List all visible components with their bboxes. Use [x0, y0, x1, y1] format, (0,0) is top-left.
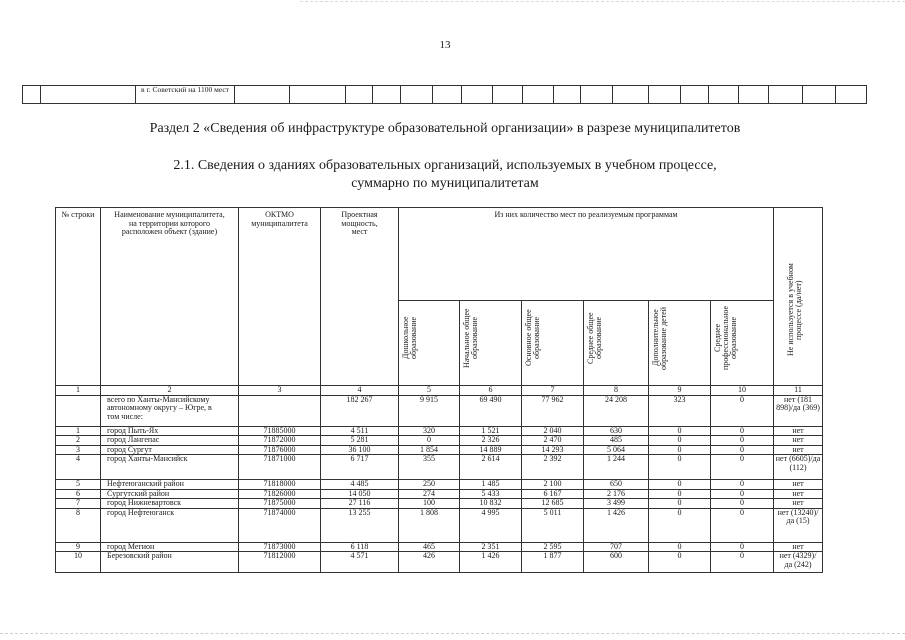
- column-number: 5: [399, 386, 460, 396]
- row-number-cell: 2: [56, 436, 101, 446]
- capacity-cell: 27 116: [321, 499, 399, 509]
- oktmo-cell: 71873000: [239, 542, 321, 552]
- prev-table-cell: [433, 86, 462, 104]
- column-number: 9: [649, 386, 711, 396]
- prev-table-cell: [462, 86, 493, 104]
- row-number-cell: 10: [56, 552, 101, 573]
- not-used-cell: нет (6605)/да (112): [774, 455, 823, 480]
- oktmo-cell: 71874000: [239, 508, 321, 542]
- header-basic-label: Основное общее образование: [524, 309, 541, 367]
- municipality-cell: город Нефтеюганск: [101, 508, 239, 542]
- column-number: 10: [711, 386, 774, 396]
- capacity-cell: 4 571: [321, 552, 399, 573]
- municipality-cell: всего по Ханты-Мансийскому автономному округу – Югре, в том числе:: [101, 395, 239, 426]
- preschool-cell: 250: [399, 480, 460, 490]
- oktmo-cell: 71876000: [239, 445, 321, 455]
- previous-table-row: [23, 86, 867, 104]
- capacity-cell: 13 255: [321, 508, 399, 542]
- header-oktmo: ОКТМО муниципалитета: [239, 208, 321, 386]
- preschool-cell: 0: [399, 436, 460, 446]
- basic-cell: 2 595: [522, 542, 584, 552]
- basic-cell: 2 470: [522, 436, 584, 446]
- additional-cell: 0: [649, 508, 711, 542]
- scan-artifact-line: [300, 1, 905, 2]
- subsection-title-line2: суммарно по муниципалитетам: [351, 176, 539, 191]
- oktmo-cell: 71875000: [239, 499, 321, 509]
- prev-table-cell: [649, 86, 681, 104]
- header-not-used: [774, 208, 823, 386]
- prev-table-cell: [739, 86, 769, 104]
- capacity-cell: 36 100: [321, 445, 399, 455]
- column-number: 4: [321, 386, 399, 396]
- table-row: [56, 542, 823, 552]
- section-title: Раздел 2 «Сведения об инфраструктуре образовательной организации» в разрезе муниципалитетов: [149, 121, 741, 136]
- preschool-cell: 355: [399, 455, 460, 480]
- basic-cell: 2 040: [522, 426, 584, 436]
- not-used-cell: нет: [774, 489, 823, 499]
- municipality-cell: Березовский район: [101, 552, 239, 573]
- municipality-cell: город Нижневартовск: [101, 499, 239, 509]
- municipality-cell: город Мегион: [101, 542, 239, 552]
- capacity-cell: 4 511: [321, 426, 399, 436]
- prev-table-cell: [235, 86, 290, 104]
- prev-table-cell: [803, 86, 836, 104]
- column-number: 8: [584, 386, 649, 396]
- additional-cell: 0: [649, 436, 711, 446]
- table-row: [56, 489, 823, 499]
- row-number-cell: 7: [56, 499, 101, 509]
- column-number-row: [56, 386, 823, 396]
- secondary-cell: 485: [584, 436, 649, 446]
- vocational-cell: 0: [711, 455, 774, 480]
- prev-table-cell: [373, 86, 401, 104]
- basic-cell: 1 877: [522, 552, 584, 573]
- capacity-cell: 182 267: [321, 395, 399, 426]
- total-row: [56, 395, 823, 426]
- header-primary: [460, 301, 522, 386]
- secondary-cell: 1 244: [584, 455, 649, 480]
- header-capacity: Проектная мощность, мест: [321, 208, 399, 386]
- capacity-cell: 5 281: [321, 436, 399, 446]
- oktmo-cell: 71812000: [239, 552, 321, 573]
- oktmo-cell: 71885000: [239, 426, 321, 436]
- additional-cell: 0: [649, 499, 711, 509]
- prev-table-cell: [23, 86, 41, 104]
- additional-cell: 0: [649, 455, 711, 480]
- basic-cell: 5 011: [522, 508, 584, 542]
- row-number-cell: 3: [56, 445, 101, 455]
- row-number-cell: 8: [56, 508, 101, 542]
- table-header-row: [56, 208, 823, 301]
- column-number: 6: [460, 386, 522, 396]
- prev-table-cell: [290, 86, 346, 104]
- prev-table-cell: [613, 86, 649, 104]
- header-basic: [522, 301, 584, 386]
- header-secondary-label: Среднее общее образование: [586, 312, 603, 364]
- table-row: [56, 552, 823, 573]
- basic-cell: 2 392: [522, 455, 584, 480]
- vocational-cell: 0: [711, 395, 774, 426]
- secondary-cell: 600: [584, 552, 649, 573]
- header-primary-label: Начальное общее образование: [462, 308, 479, 368]
- basic-cell: 14 293: [522, 445, 584, 455]
- not-used-cell: нет: [774, 480, 823, 490]
- vocational-cell: 0: [711, 445, 774, 455]
- vocational-cell: 0: [711, 542, 774, 552]
- preschool-cell: 9 915: [399, 395, 460, 426]
- header-preschool-label: Дошкольное образование: [401, 316, 418, 360]
- prev-table-cell-text: в г. Советский на 1100 мест: [136, 86, 235, 104]
- additional-cell: 0: [649, 542, 711, 552]
- prev-table-cell: [554, 86, 581, 104]
- primary-cell: 1 521: [460, 426, 522, 436]
- vocational-cell: 0: [711, 426, 774, 436]
- header-vocational: [711, 301, 774, 386]
- municipality-cell: город Сургут: [101, 445, 239, 455]
- additional-cell: 0: [649, 552, 711, 573]
- capacity-cell: 6 717: [321, 455, 399, 480]
- table-row: [56, 445, 823, 455]
- header-preschool: [399, 301, 460, 386]
- not-used-cell: нет (13240)/да (15): [774, 508, 823, 542]
- capacity-cell: 14 050: [321, 489, 399, 499]
- previous-table-fragment: [22, 85, 867, 104]
- not-used-cell: нет: [774, 426, 823, 436]
- basic-cell: 12 685: [522, 499, 584, 509]
- oktmo-cell: 71871000: [239, 455, 321, 480]
- prev-table-cell: [681, 86, 709, 104]
- column-number: 7: [522, 386, 584, 396]
- secondary-cell: 3 499: [584, 499, 649, 509]
- preschool-cell: 426: [399, 552, 460, 573]
- primary-cell: 4 995: [460, 508, 522, 542]
- table-row: [56, 436, 823, 446]
- vocational-cell: 0: [711, 499, 774, 509]
- table-row: [56, 455, 823, 480]
- header-additional: [649, 301, 711, 386]
- vocational-cell: 0: [711, 552, 774, 573]
- not-used-cell: нет (4329)/ да (242): [774, 552, 823, 573]
- column-number: 3: [239, 386, 321, 396]
- preschool-cell: 465: [399, 542, 460, 552]
- row-number-cell: 6: [56, 489, 101, 499]
- vocational-cell: 0: [711, 508, 774, 542]
- not-used-cell: нет: [774, 436, 823, 446]
- not-used-cell: нет: [774, 542, 823, 552]
- oktmo-cell: 71818000: [239, 480, 321, 490]
- additional-cell: 0: [649, 445, 711, 455]
- primary-cell: 10 832: [460, 499, 522, 509]
- header-row-no: № строки: [56, 208, 101, 386]
- secondary-cell: 650: [584, 480, 649, 490]
- capacity-cell: 4 485: [321, 480, 399, 490]
- secondary-cell: 24 208: [584, 395, 649, 426]
- prev-table-cell: [836, 86, 867, 104]
- secondary-cell: 2 176: [584, 489, 649, 499]
- scan-artifact-line: [0, 633, 905, 634]
- prev-table-cell: [709, 86, 739, 104]
- oktmo-cell: [239, 395, 321, 426]
- table-row: [56, 508, 823, 542]
- additional-cell: 323: [649, 395, 711, 426]
- table-body: [56, 386, 823, 573]
- prev-table-cell: [346, 86, 373, 104]
- subsection-title-line1: 2.1. Сведения о зданиях образовательных организаций, используемых в учебном процессе,: [173, 158, 717, 173]
- preschool-cell: 100: [399, 499, 460, 509]
- column-number: 2: [101, 386, 239, 396]
- prev-table-cell: [493, 86, 523, 104]
- municipality-cell: Нефтеюганский район: [101, 480, 239, 490]
- secondary-cell: 1 426: [584, 508, 649, 542]
- header-municipality: Наименование муниципалитета, на территории которого расположен объект (здание): [101, 208, 239, 386]
- header-secondary: [584, 301, 649, 386]
- prev-table-cell: [769, 86, 803, 104]
- preschool-cell: 274: [399, 489, 460, 499]
- column-number: 1: [56, 386, 101, 396]
- prev-table-cell: [581, 86, 613, 104]
- header-additional-label: Дополнительное образование детей: [651, 306, 668, 370]
- municipality-cell: Сургутский район: [101, 489, 239, 499]
- header-programs-group: Из них количество мест по реализуемым программам: [399, 208, 774, 301]
- preschool-cell: 320: [399, 426, 460, 436]
- vocational-cell: 0: [711, 480, 774, 490]
- vocational-cell: 0: [711, 489, 774, 499]
- primary-cell: 5 433: [460, 489, 522, 499]
- capacity-cell: 6 118: [321, 542, 399, 552]
- oktmo-cell: 71826000: [239, 489, 321, 499]
- row-number-cell: 4: [56, 455, 101, 480]
- prev-table-cell: [41, 86, 136, 104]
- row-number-cell: [56, 395, 101, 426]
- preschool-cell: 1 854: [399, 445, 460, 455]
- vocational-cell: 0: [711, 436, 774, 446]
- oktmo-cell: 71872000: [239, 436, 321, 446]
- row-number-cell: 9: [56, 542, 101, 552]
- basic-cell: 77 962: [522, 395, 584, 426]
- municipality-cell: город Ханты-Мансийск: [101, 455, 239, 480]
- primary-cell: 2 326: [460, 436, 522, 446]
- primary-cell: 2 614: [460, 455, 522, 480]
- secondary-cell: 630: [584, 426, 649, 436]
- primary-cell: 1 426: [460, 552, 522, 573]
- additional-cell: 0: [649, 480, 711, 490]
- secondary-cell: 707: [584, 542, 649, 552]
- municipality-cell: город Лангепас: [101, 436, 239, 446]
- not-used-cell: нет (181 898)/да (369): [774, 395, 823, 426]
- basic-cell: 2 100: [522, 480, 584, 490]
- header-not-used-label: Не используется в учебном процессе (да/нет): [786, 263, 804, 357]
- additional-cell: 0: [649, 426, 711, 436]
- secondary-cell: 5 064: [584, 445, 649, 455]
- primary-cell: 2 351: [460, 542, 522, 552]
- table-row: [56, 426, 823, 436]
- primary-cell: 14 889: [460, 445, 522, 455]
- prev-table-cell: [401, 86, 433, 104]
- basic-cell: 6 167: [522, 489, 584, 499]
- row-number-cell: 1: [56, 426, 101, 436]
- not-used-cell: нет: [774, 445, 823, 455]
- municipality-cell: город Пыть-Ях: [101, 426, 239, 436]
- prev-table-cell: [523, 86, 554, 104]
- preschool-cell: 1 808: [399, 508, 460, 542]
- column-number: 11: [774, 386, 823, 396]
- row-number-cell: 5: [56, 480, 101, 490]
- primary-cell: 1 485: [460, 480, 522, 490]
- buildings-table: [55, 207, 823, 573]
- not-used-cell: нет: [774, 499, 823, 509]
- table-row: [56, 480, 823, 490]
- table-row: [56, 499, 823, 509]
- primary-cell: 69 490: [460, 395, 522, 426]
- page-number: 13: [439, 39, 451, 51]
- additional-cell: 0: [649, 489, 711, 499]
- header-vocational-label: Среднее профессиональное образование: [713, 305, 738, 371]
